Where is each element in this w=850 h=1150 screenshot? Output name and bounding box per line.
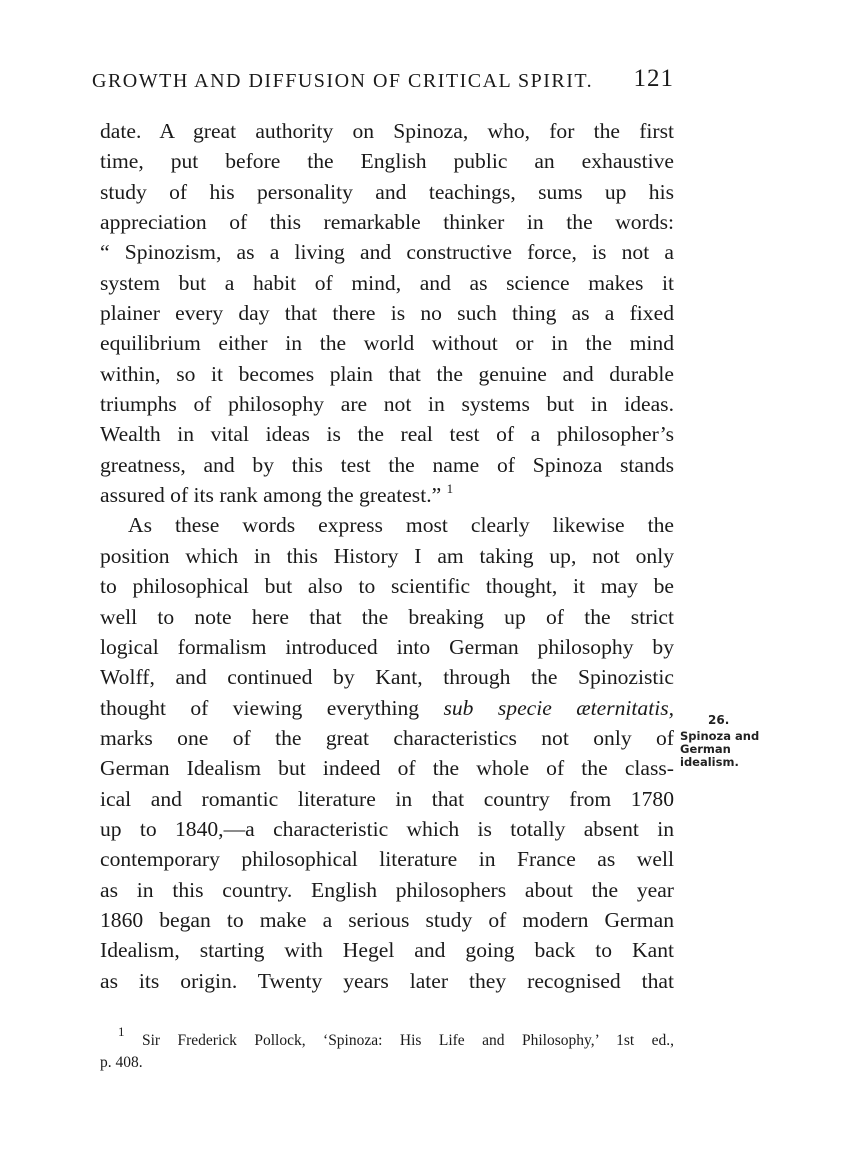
marginal-note: [680, 714, 780, 769]
running-head-title: GROWTH AND DIFFUSION OF CRITICAL SPIRIT.: [92, 70, 594, 92]
marginal-note-line: German: [680, 742, 731, 756]
marginal-note-line: idealism.: [680, 755, 739, 769]
text-line: Wealth in vital ideas is the real test of a philosopher’s: [100, 422, 674, 447]
text-line: “ Spinozism, as a living and constructive force, is not a: [100, 240, 674, 265]
text-line: system but a habit of mind, and as science makes it: [100, 270, 674, 295]
text-line: as its origin. Twenty years later they recognised that: [100, 968, 674, 993]
text-line: within, so it becomes plain that the genuine and durable: [100, 361, 674, 386]
text-line: Wolff, and continued by Kant, through the Spinozistic: [100, 665, 674, 690]
text-line: greatness, and by this test the name of Spinoza stands: [100, 452, 674, 477]
text-line: up to 1840,—a characteristic which is totally absent in: [100, 816, 674, 841]
text-line: contemporary philosophical literature in France as well: [100, 847, 674, 872]
text-line-with-footnote-ref: [100, 480, 674, 510]
text-line: well to note here that the breaking up of the strict: [100, 604, 674, 629]
text-line: study of his personality and teachings, sums up his: [100, 179, 674, 204]
text-line: time, put before the English public an exhaustive: [100, 149, 674, 174]
text-line: position which in this History I am taking up, not only: [100, 543, 674, 568]
text-line: Idealism, starting with Hegel and going back to Kant: [100, 938, 674, 963]
footnote-text: Sir Frederick Pollock, ‘Spinoza: His Life and Philosophy,’ 1st ed.,: [141, 1032, 674, 1049]
text-line: equilibrium either in the world without or in the mind: [100, 331, 674, 356]
footnote-reference: 1: [446, 481, 454, 497]
text-line: plainer every day that there is no such thing as a fixed: [100, 301, 674, 326]
text-line: to philosophical but also to scientific thought, it may be: [100, 574, 674, 599]
text-line: 1860 began to make a serious study of modern German: [100, 907, 674, 932]
text-line-with-italic: [100, 693, 674, 723]
text-line: appreciation of this remarkable thinker in the words:: [100, 210, 674, 235]
marginal-note-line: Spinoza and: [680, 729, 760, 743]
text-line: triumphs of philosophy are not in systems but in ideas.: [100, 392, 674, 417]
footnote-marker: 1: [118, 1024, 125, 1039]
text-segment: thought of viewing everything: [100, 695, 420, 720]
body-text: [100, 116, 674, 996]
page-number: 121: [633, 65, 674, 92]
text-line: as in this country. English philosophers about the year: [100, 877, 674, 902]
italic-phrase: sub specie æternitatis,: [443, 695, 675, 720]
footnote-line: [100, 1024, 674, 1052]
text-line: logical formalism introduced into German philosophy by: [100, 634, 674, 659]
text-line: marks one of the great characteristics not only of: [100, 725, 674, 750]
marginal-note-number: 26.: [708, 713, 730, 727]
text-line: ical and romantic literature in that country from 1780: [100, 786, 674, 811]
text-line: date. A great authority on Spinoza, who, for the first: [100, 119, 674, 143]
footnote: [100, 1024, 674, 1074]
text-line: assured of its rank among the greatest.”: [100, 483, 442, 508]
paragraph-start-line: As these words express most clearly likewise the: [128, 513, 674, 538]
footnote-line: p. 408.: [100, 1054, 143, 1071]
running-head: [92, 62, 674, 102]
text-line: German Idealism but indeed of the whole of the class-: [100, 756, 674, 781]
